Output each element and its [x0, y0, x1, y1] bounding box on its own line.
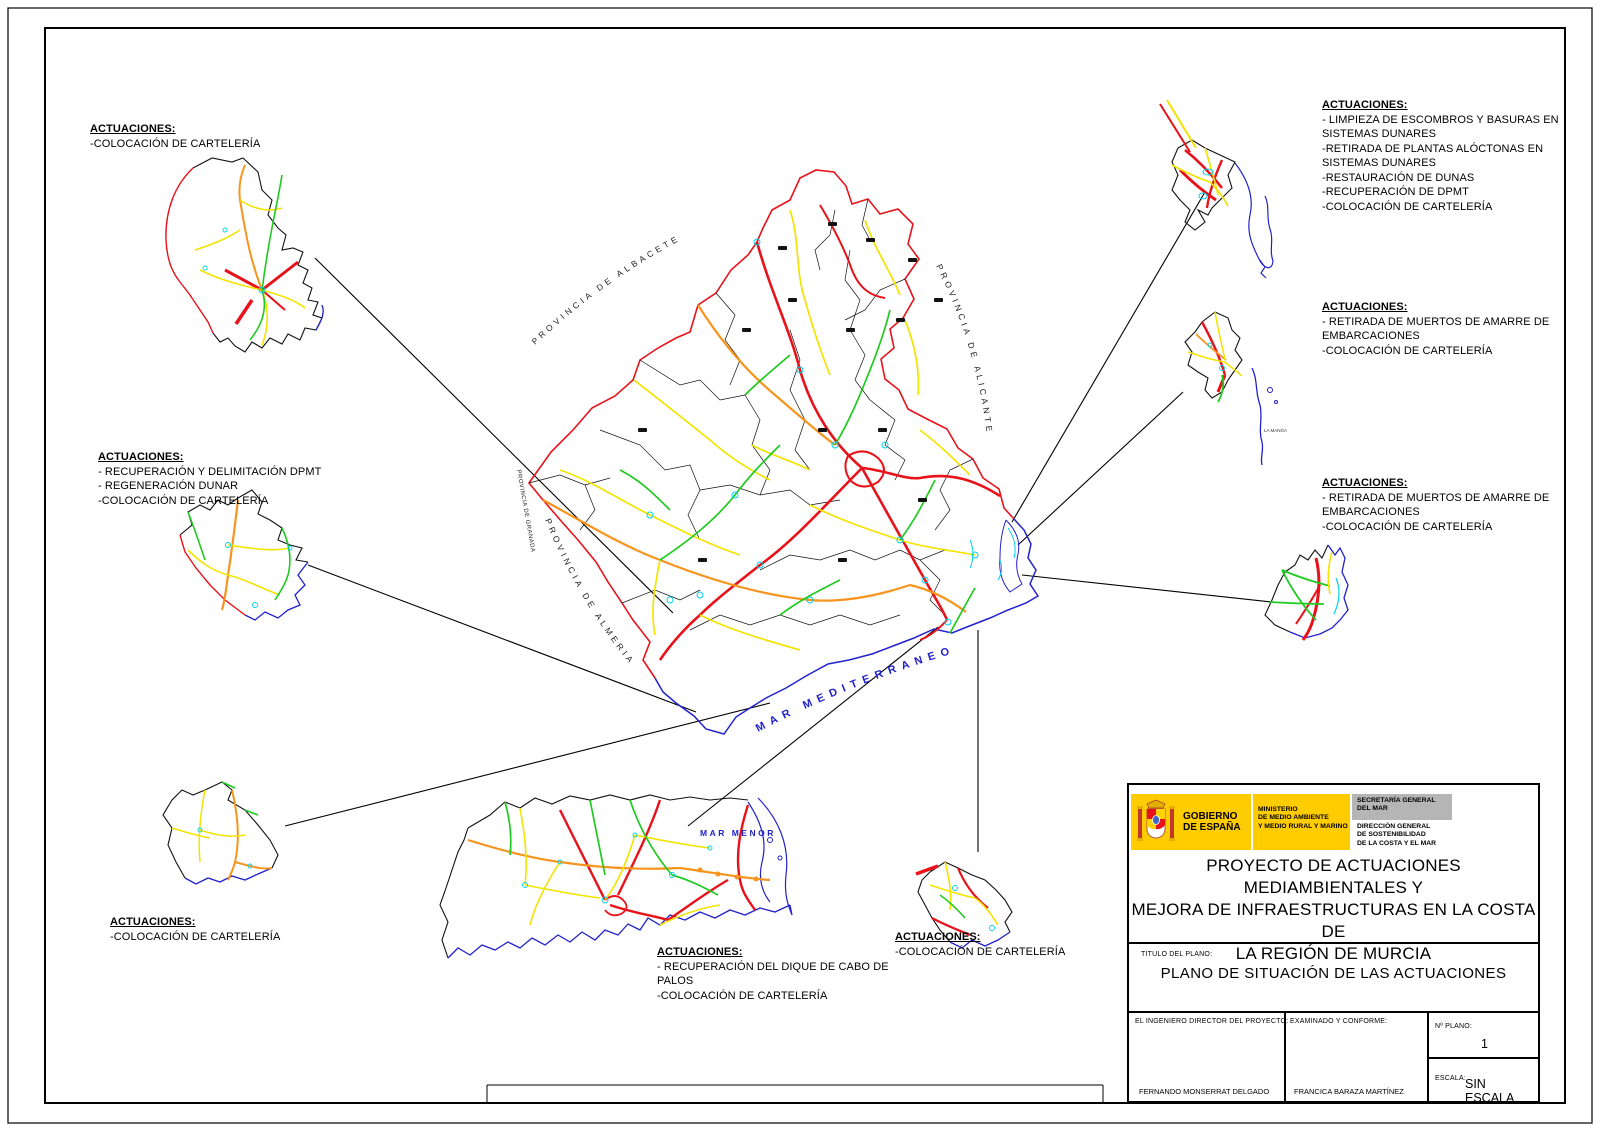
callout-title: ACTUACIONES:	[90, 123, 176, 135]
titulo-del-plano-label: TITULO DEL PLANO:	[1141, 951, 1213, 958]
label-cartagena: CARTAGENA	[513, 925, 650, 947]
callout-cartagena: ACTUACIONES: - RECUPERACIÓN DEL DIQUE DE CABO DE PALOS -COLOCACIÓN DE CARTELERÍA	[657, 946, 889, 1002]
escala-label: ESCALA:	[1435, 1075, 1466, 1082]
label-lorca: LORCA	[240, 254, 259, 260]
secretaria-label: SECRETARÍA GENERAL DEL MAR	[1352, 794, 1452, 820]
label-mar-menor: MAR MENOR	[700, 828, 776, 838]
label-provincia-granada: PROVINCIA DE GRANADA	[515, 469, 536, 554]
ingeniero-name: FERNANDO MONSERRAT DELGADO	[1139, 1087, 1270, 1096]
label-mar-mediterraneo: MAR MEDITERRANEO	[753, 643, 957, 735]
project-title: PROYECTO DE ACTUACIONES MEDIAMBIENTALES Y MEJORA DE INFRAESTRUCTURAS EN LA COSTA DE LA REGIÓN DE MURCIA	[1131, 856, 1536, 964]
callout-san-javier: ACTUACIONES: - RETIRADA DE MUERTOS DE AMARRE DE EMBARCACIONES -COLOCACIÓN DE CARTELERÍA	[1322, 301, 1550, 357]
label-mazarron: MAZARRON	[228, 832, 297, 846]
callout-san-pedro: ACTUACIONES: - LIMPIEZA DE ESCOMBROS Y BASURAS EN SISTEMAS DUNARES -RETIRADA DE PLANTAS ALÓCTONAS EN SISTEMAS DUNARES -RESTAURACIÓN DE DUNAS -RECUPERACIÓN DE DPMT -COLOCACIÓN DE CARTELERÍA	[1322, 99, 1559, 213]
minimap-los-alcazares	[1265, 545, 1432, 640]
callout-connector-lines	[285, 192, 1272, 852]
callout-los-alcazares: ACTUACIONES: - RETIRADA DE MUERTOS DE AMARRE DE EMBARCACIONES -COLOCACIÓN DE CARTELERÍA	[1322, 477, 1550, 533]
callout-la-union: ACTUACIONES: -COLOCACIÓN DE CARTELERÍA	[895, 931, 1066, 958]
label-aguilas: AGUILAS	[235, 589, 301, 606]
label-provincia-alicante: PROVINCIA DE ALICANTE	[934, 262, 995, 436]
label-san-pedro-1: SAN PEDRO	[1238, 159, 1300, 171]
label-lo-pagan: LO PAGAN	[1246, 188, 1274, 194]
callout-mazarron: ACTUACIONES: -COLOCACIÓN DE CARTELERÍA	[110, 916, 281, 943]
callout-title: ACTUACIONES:	[1322, 477, 1408, 489]
spain-coat-of-arms-icon	[1135, 798, 1177, 846]
callout-aguilas: ACTUACIONES: - RECUPERACIÓN Y DELIMITACIÓN DPMT - REGENERACIÓN DUNAR -COLOCACIÓN DE CARTELERÍA	[98, 451, 322, 507]
title-block	[1127, 783, 1540, 1103]
callout-title: ACTUACIONES:	[1322, 301, 1408, 313]
label-los-alcazares: LOS ALCAZARES	[1325, 586, 1432, 601]
callout-title: ACTUACIONES:	[895, 931, 981, 943]
examinado-name: FRANCICA BARAZA MARTÍNEZ	[1294, 1087, 1404, 1096]
route-badges	[638, 222, 943, 562]
gobierno-line1: GOBIERNO	[1183, 810, 1238, 822]
label-provincia-almeria: PROVINCIA DE ALMERIA	[543, 516, 638, 667]
minimap-cartagena	[440, 795, 792, 958]
region-border	[529, 170, 1014, 678]
logo-band	[1131, 794, 1537, 850]
examinado-label: EXAMINADO Y CONFORME:	[1290, 1018, 1388, 1025]
num-plano-label: Nº PLANO:	[1435, 1023, 1473, 1030]
minimap-mazarron	[163, 782, 297, 884]
gobierno-line2: DE ESPAÑA	[1183, 822, 1241, 833]
direccion-label: DIRECCIÓN GENERAL DE SOSTENIBILIDAD DE LA COSTA Y EL MAR	[1357, 823, 1437, 847]
minimap-aguilas	[180, 490, 308, 620]
main-map	[515, 170, 1038, 735]
minimap-san-pedro	[1160, 100, 1309, 278]
label-provincia-albacete: PROVINCIA DE ALBACETE	[529, 232, 682, 347]
escala-value: SIN ESCALA	[1465, 1077, 1515, 1105]
callout-lorca: ACTUACIONES: -COLOCACIÓN DE CARTELERÍA	[90, 123, 261, 150]
label-san-pedro-2: DEL PINATAR	[1242, 170, 1309, 182]
callout-title: ACTUACIONES:	[98, 451, 184, 463]
callout-title: ACTUACIONES:	[1322, 99, 1408, 111]
callout-title: ACTUACIONES:	[657, 946, 743, 958]
ingeniero-label: EL INGENIERO DIRECTOR DEL PROYECTO:	[1135, 1018, 1289, 1025]
plano-title: PLANO DE SITUACIÓN DE LAS ACTUACIONES	[1160, 965, 1507, 982]
label-la-union: LA UNION	[943, 865, 1054, 890]
minimap-lorca	[166, 158, 323, 352]
label-san-javier: S.JAVIER	[1240, 355, 1302, 371]
minimap-san-javier	[1185, 312, 1301, 465]
num-plano-value: 1	[1481, 1037, 1488, 1051]
callout-title: ACTUACIONES:	[110, 916, 196, 928]
label-portman: PORTMAN	[998, 924, 1023, 930]
ministerio-label: MINISTERIO DE MEDIO AMBIENTE Y MEDIO RURAL Y MARINO	[1251, 794, 1350, 850]
label-la-manga: LA MANGA	[1264, 428, 1288, 433]
